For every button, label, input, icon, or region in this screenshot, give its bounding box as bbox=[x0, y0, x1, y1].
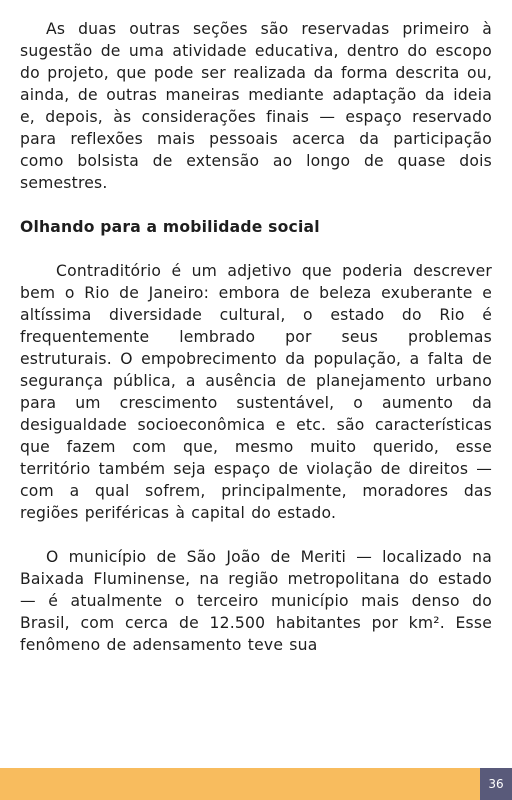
paragraph-meriti: O município de São João de Meriti — localizado na Baixada Fluminense, na região metropolitana do estado — é atualmente o terceiro município mais denso do Brasil, com cerca de 12.500 habitantes por km². Esse fenômeno de adensamento teve sua bbox=[20, 548, 492, 654]
page-body bbox=[20, 18, 492, 656]
paragraph-gap bbox=[20, 524, 492, 546]
page-number: 36 bbox=[480, 768, 512, 800]
footer-bar bbox=[0, 768, 480, 800]
paragraph-rio: Contraditório é um adjetivo que poderia descrever bem o Rio de Janeiro: embora de beleza exuberante e altíssima diversidade cultural, o estado do Rio é frequentemente lembrado por seus problemas estruturais. O empobrecimento da população, a falta de segurança pública, a ausência de planejamento urbano para um crescimento sustentável, o aumento da desigualdade socioeconômica e etc. são características que fazem com que, mesmo muito querido, esse território também seja espaço de violação de direitos — com a qual sofrem, principalmente, moradores das regiões periféricas à capital do estado. bbox=[20, 262, 492, 522]
paragraph-intro: As duas outras seções são reservadas primeiro à sugestão de uma atividade educativa, dentro do escopo do projeto, que pode ser realizada da forma descrita ou, ainda, de outras maneiras mediante adaptação da ideia e, depois, às considerações finais — espaço reservado para reflexões mais pessoais acerca da participação como bolsista de extensão ao longo de quase dois semestres. bbox=[20, 20, 492, 192]
section-heading: Olhando para a mobilidade social bbox=[20, 218, 320, 236]
paragraph-gap bbox=[20, 194, 492, 216]
paragraph-gap bbox=[20, 238, 492, 260]
